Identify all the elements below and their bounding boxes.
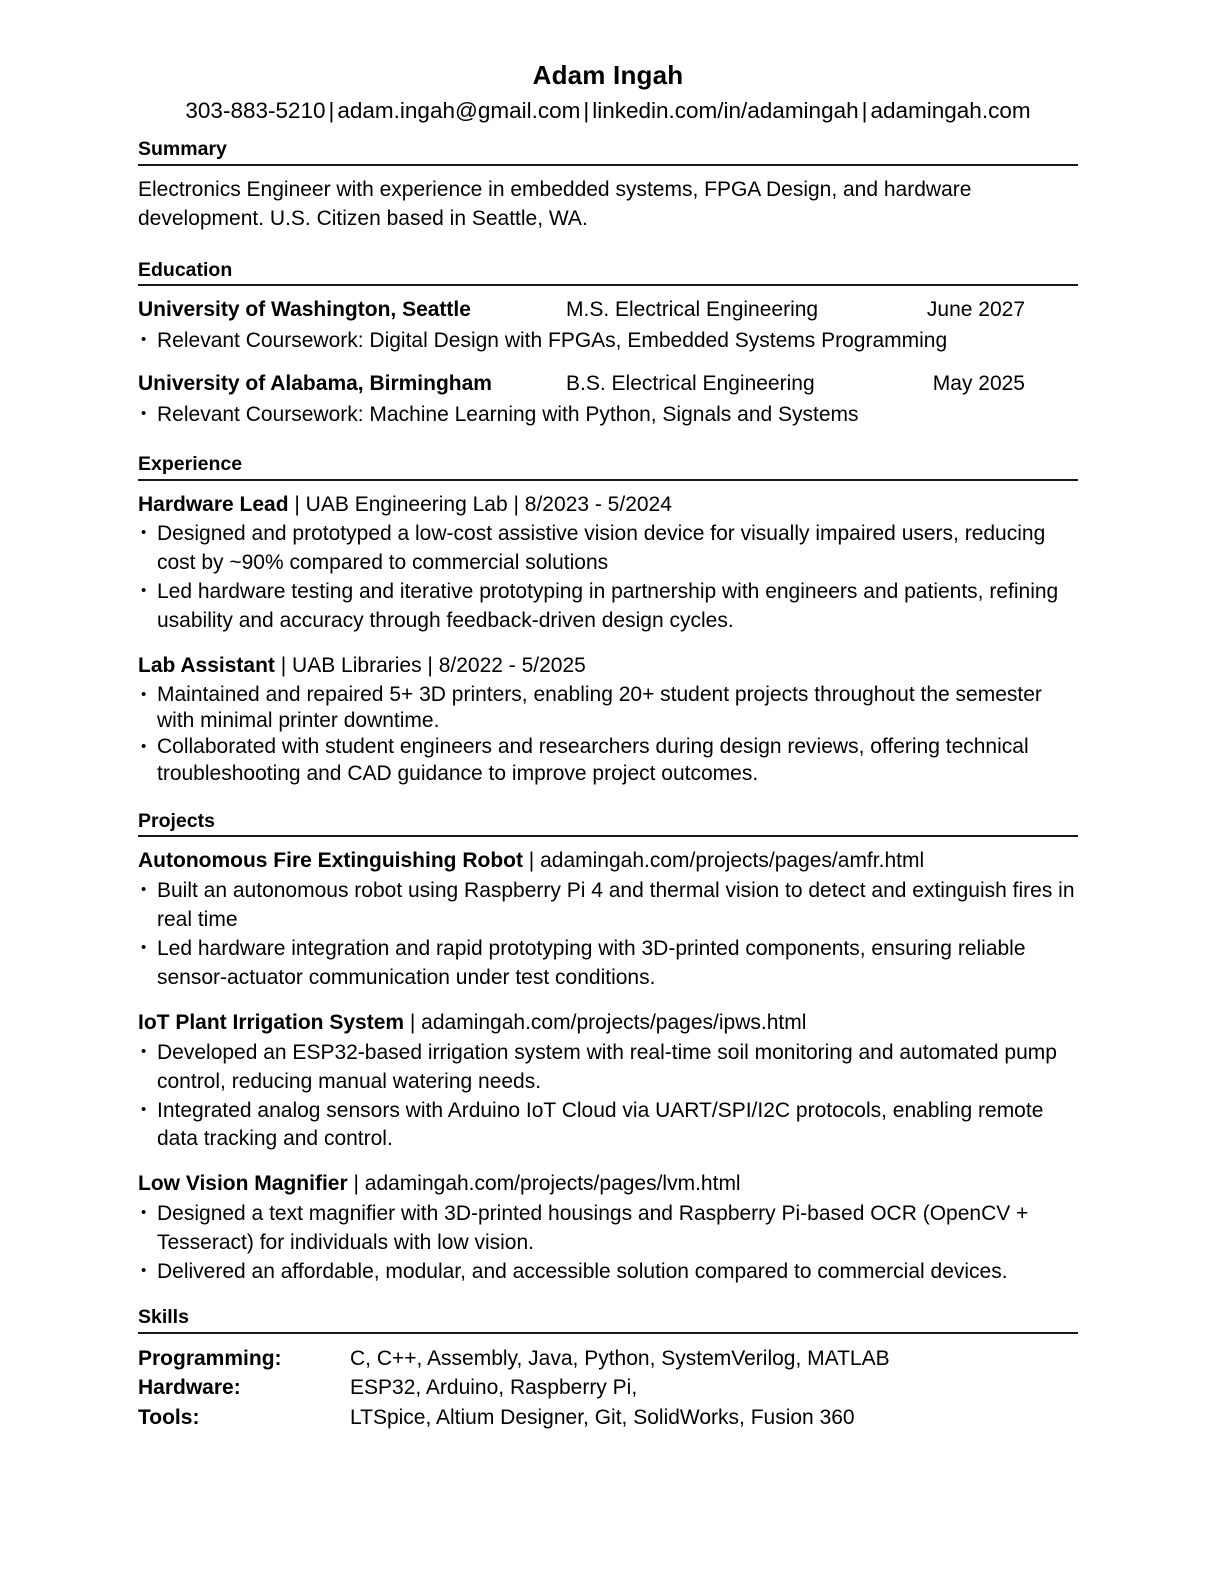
- education-row: [138, 296, 1078, 325]
- project-entry: [138, 847, 1078, 993]
- project-name: Autonomous Fire Extinguishing Robot: [138, 849, 523, 873]
- contact-phone: 303-883-5210: [185, 98, 326, 124]
- section-heading-skills: Skills: [138, 1307, 1078, 1333]
- education-degree: B.S. Electrical Engineering: [566, 372, 815, 396]
- project-entry: [138, 1009, 1078, 1155]
- project-title-line: [138, 1009, 1078, 1037]
- skills-label: Hardware:: [138, 1376, 241, 1400]
- contact-separator: |: [583, 98, 590, 124]
- experience-entry: [138, 491, 1078, 637]
- project-link[interactable]: | adamingah.com/projects/pages/ipws.html: [404, 1010, 807, 1034]
- experience-role: Hardware Lead: [138, 492, 289, 516]
- skills-value: LTSpice, Altium Designer, Git, SolidWorks, Fusion 360: [350, 1406, 855, 1430]
- project-title-line: [138, 847, 1078, 875]
- education-bullets: [138, 401, 1078, 430]
- list-item: • Maintained and repaired 5+ 3D printers, enabling 20+ student projects throughout the semester with minimal printer downtime.: [138, 682, 1078, 735]
- contact-website[interactable]: adamingah.com: [870, 98, 1031, 124]
- table-row: [138, 1403, 1078, 1433]
- list-item: • Designed and prototyped a low-cost assistive vision device for visually impaired users, reducing cost by ~90% compared to commercial solutions: [138, 520, 1078, 578]
- skills-value: C, C++, Assembly, Java, Python, SystemVerilog, MATLAB: [350, 1346, 890, 1370]
- summary-text: Electronics Engineer with experience in embedded systems, FPGA Design, and hardware development. U.S. Citizen based in Seattle, WA.: [138, 177, 972, 230]
- contact-separator: |: [328, 98, 335, 124]
- contact-line: [138, 97, 1078, 125]
- experience-bullets: [138, 520, 1078, 636]
- project-bullets: [138, 1039, 1078, 1155]
- section-heading-projects: Projects: [138, 811, 1078, 837]
- experience-meta: | UAB Engineering Lab | 8/2023 - 5/2024: [288, 492, 672, 516]
- education-bullets: [138, 327, 1078, 356]
- skills-table: [138, 1344, 1078, 1433]
- list-item: • Led hardware testing and iterative prototyping in partnership with engineers and patients, refining usability and accuracy through feedback-driven design cycles.: [138, 578, 1078, 636]
- education-school: University of Alabama, Birmingham: [138, 372, 492, 396]
- project-title-line: [138, 1170, 1078, 1198]
- section-heading-summary: Summary: [138, 139, 1078, 165]
- experience-entry: [138, 652, 1078, 787]
- list-item: • Relevant Coursework: Machine Learning with Python, Signals and Systems: [138, 401, 1078, 430]
- list-item: • Relevant Coursework: Digital Design with FPGAs, Embedded Systems Programming: [138, 327, 1078, 356]
- experience-bullets: [138, 682, 1078, 787]
- contact-email[interactable]: adam.ingah@gmail.com: [337, 98, 581, 124]
- education-degree: M.S. Electrical Engineering: [566, 298, 819, 322]
- project-entry: [138, 1170, 1078, 1287]
- experience-title-line: [138, 652, 1078, 680]
- resume-content: [138, 60, 1078, 1433]
- list-item: • Delivered an affordable, modular, and accessible solution compared to commercial devices.: [138, 1258, 1078, 1287]
- table-row: [138, 1344, 1078, 1374]
- project-name: Low Vision Magnifier: [138, 1172, 348, 1196]
- education-entry: [138, 296, 1078, 356]
- list-item: • Designed a text magnifier with 3D-printed housings and Raspberry Pi-based OCR (OpenCV + Tesseract) for individuals with low vision.: [138, 1200, 1078, 1258]
- contact-separator: |: [861, 98, 868, 124]
- candidate-name: Adam Ingah: [532, 60, 684, 90]
- experience-role: Lab Assistant: [138, 654, 275, 678]
- experience-title-line: [138, 491, 1078, 519]
- project-bullets: [138, 1200, 1078, 1287]
- section-heading-experience: Experience: [138, 454, 1078, 480]
- list-item: • Collaborated with student engineers and researchers during design reviews, offering technical troubleshooting and CAD guidance to improve project outcomes.: [138, 734, 1078, 787]
- education-date: May 2025: [932, 372, 1025, 396]
- skills-value: ESP32, Arduino, Raspberry Pi,: [350, 1376, 638, 1400]
- skills-label: Tools:: [138, 1406, 200, 1430]
- project-link[interactable]: | adamingah.com/projects/pages/lvm.html: [347, 1172, 741, 1196]
- contact-linkedin[interactable]: linkedin.com/in/adamingah: [592, 98, 859, 124]
- project-bullets: [138, 877, 1078, 993]
- section-heading-education: Education: [138, 260, 1078, 286]
- list-item: • Led hardware integration and rapid prototyping with 3D-printed components, ensuring reliable sensor-actuator communication under test conditions.: [138, 935, 1078, 993]
- skills-label: Programming:: [138, 1346, 282, 1370]
- table-row: [138, 1373, 1078, 1403]
- list-item: • Developed an ESP32-based irrigation system with real-time soil monitoring and automated pump control, reducing manual watering needs.: [138, 1039, 1078, 1097]
- education-row: [138, 370, 1078, 399]
- education-school: University of Washington, Seattle: [138, 298, 471, 322]
- project-link[interactable]: | adamingah.com/projects/pages/amfr.html: [522, 849, 925, 873]
- list-item: • Integrated analog sensors with Arduino IoT Cloud via UART/SPI/I2C protocols, enabling remote data tracking and control.: [138, 1097, 1078, 1155]
- education-entry: [138, 370, 1078, 430]
- list-item: • Built an autonomous robot using Raspberry Pi 4 and thermal vision to detect and extinguish fires in real time: [138, 877, 1078, 935]
- project-name: IoT Plant Irrigation System: [138, 1010, 405, 1034]
- education-date: June 2027: [926, 298, 1025, 322]
- experience-meta: | UAB Libraries | 8/2022 - 5/2025: [274, 654, 586, 678]
